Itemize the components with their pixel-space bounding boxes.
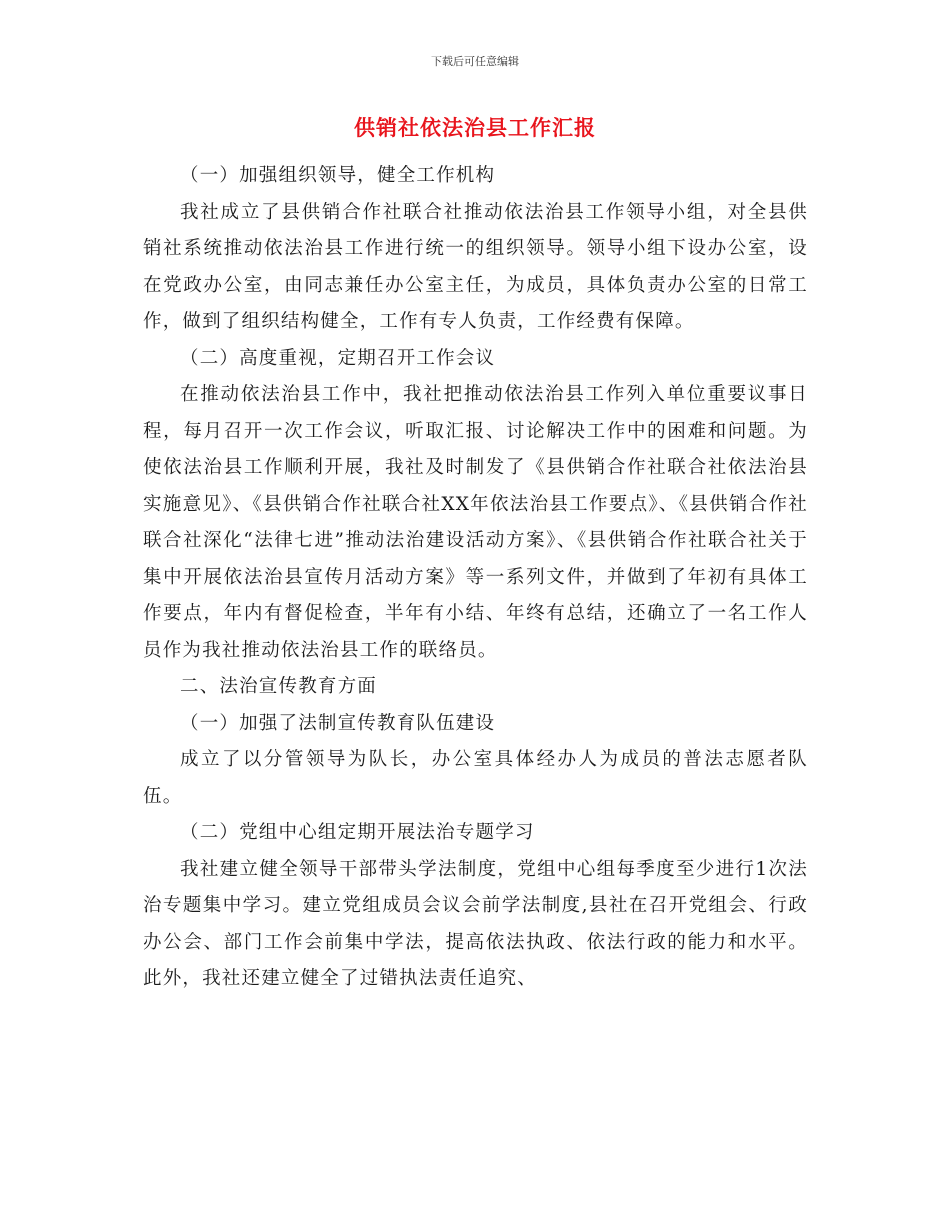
- section-heading-2: （二）高度重视，定期召开工作会议: [180, 347, 496, 369]
- section-heading-1: （一）加强组织领导，健全工作机构: [180, 165, 496, 186]
- paragraph-2: 在推动依法治县工作中，我社把推动依法治县工作列入单位重要议事日程，每月召开一次工作会议，听取汇报、讨论解决工作中的困难和问题。为使依法治县工作顺利开展，我社及时制发了《县供销合作社联合社依法治县实施意见》、《县供销合作社联合社XX年依法治县工作要点》、《县供销合作社联合社深化“法律七进”推动法治建设活动方案》、《县供销合作社联合社关于集中开展依法治县宣传月活动方案》等一系列文件，并做到了年初有具体工作要点，年内有督促检查，半年有小结、年终有总结，还确立了一名工作人员作为我社推动依法治县工作的联络员。: [143, 384, 808, 661]
- paragraph-1: 我社成立了县供销合作社联合社推动依法治县工作领导小组，对全县供销社系统推动依法治县工作进行统一的组织领导。领导小组下设办公室，设在党政办公室，由同志兼任办公室主任，为成员，具体负责办公室的日常工作，做到了组织结构健全，工作有专人负责，工作经费有保障。: [143, 201, 808, 332]
- document-body: [143, 158, 808, 998]
- paragraph-3: 成立了以分管领导为队长，办公室具体经办人为成员的普法志愿者队伍。: [143, 749, 808, 807]
- chapter-heading: 二、法治宣传教育方面: [180, 676, 378, 697]
- paragraph-4: 我社建立健全领导干部带头学法制度，党组中心组每季度至少进行1次法治专题集中学习。建立党组成员会议会前学法制度,县社在召开党组会、行政办公会、部门工作会前集中学法，提高依法执政、依法行政的能力和水平。此外，我社还建立健全了过错执法责任追究、: [143, 858, 808, 989]
- section-heading-4: （二）党组中心组定期开展法治专题学习: [180, 822, 535, 843]
- document-title: 供销社依法治县工作汇报: [354, 116, 596, 140]
- header-note: 下载后可任意编辑: [431, 55, 519, 68]
- section-heading-3: （一）加强了法制宣传教育队伍建设: [180, 712, 496, 734]
